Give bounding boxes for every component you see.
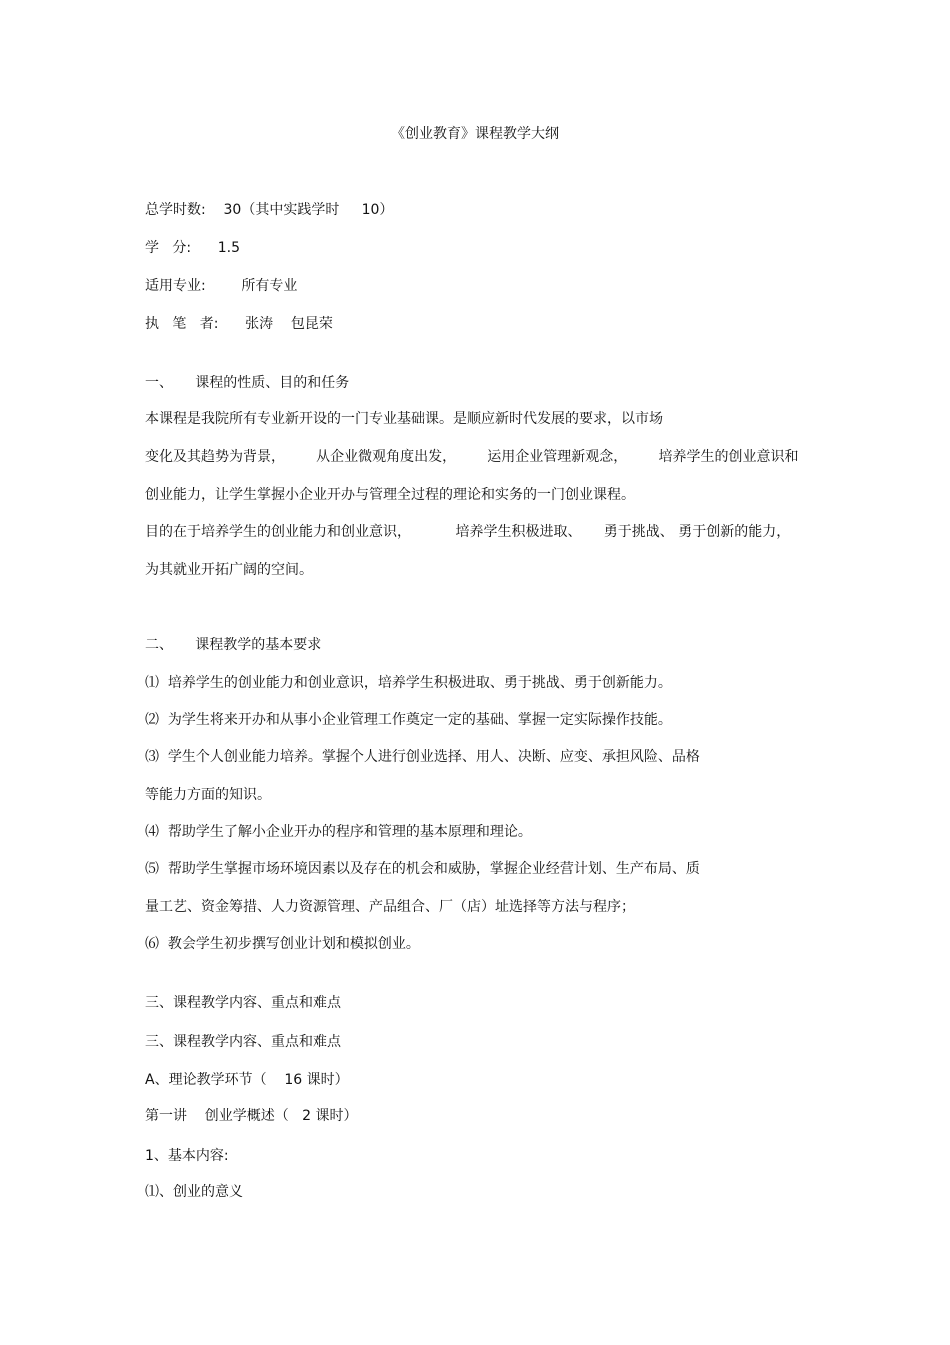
requirement-item: 等能力方面的知识。 [145, 787, 271, 803]
total-hours: 总学时数: 30（其中实践学时 10） [145, 202, 394, 218]
requirement-item: ⑸ 帮助学生掌握市场环境因素以及存在的机会和威胁，掌握企业经营计划、生产布局、质 [145, 861, 700, 877]
section-3-heading: 三、课程教学内容、重点和难点 [145, 995, 341, 1011]
requirement-item: ⑴ 培养学生的创业能力和创业意识，培养学生积极进取、勇于挑战、勇于创新能力。 [145, 675, 672, 691]
requirement-item: ⑷ 帮助学生了解小企业开办的程序和管理的基本原理和理论。 [145, 824, 532, 840]
requirement-item: 量工艺、资金筹措、人力资源管理、产品组合、厂（店）址选择等方法与程序； [145, 899, 635, 915]
basic-content-heading: 1、基本内容: [145, 1148, 229, 1164]
content-item: ⑴、创业的意义 [145, 1184, 243, 1200]
section-1-line: 变化及其趋势为背景， 从企业微观角度出发， 运用企业管理新观念， 培养学生的创业意识和 [145, 449, 799, 465]
credits: 学 分: 1.5 [145, 240, 241, 256]
section-3-heading: 三、课程教学内容、重点和难点 [145, 1034, 341, 1050]
theory-teaching-heading: A、理论教学环节（ 16 课时） [145, 1072, 349, 1088]
requirement-item: ⑹ 教会学生初步撰写创业计划和模拟创业。 [145, 936, 420, 952]
section-1-line: 创业能力，让学生掌握小企业开办与管理全过程的理论和实务的一门创业课程。 [145, 487, 635, 503]
requirement-item: ⑵ 为学生将来开办和从事小企业管理工作奠定一定的基础、掌握一定实际操作技能。 [145, 712, 672, 728]
section-1-line: 本课程是我院所有专业新开设的一门专业基础课。是顺应新时代发展的要求，以市场 [145, 411, 663, 427]
document-title: 《创业教育》课程教学大纲 [391, 126, 559, 142]
authors: 执 笔 者: 张涛 包昆荣 [145, 316, 333, 332]
applicable-major: 适用专业: 所有专业 [145, 278, 298, 294]
section-1-line: 目的在于培养学生的创业能力和创业意识， 培养学生积极进取、 勇于挑战、 勇于创新的能力， [145, 524, 791, 540]
section-2-heading: 二、 课程教学的基本要求 [145, 637, 322, 653]
section-1-heading: 一、 课程的性质、目的和任务 [145, 375, 350, 391]
requirement-item: ⑶ 学生个人创业能力培养。掌握个人进行创业选择、用人、决断、应变、承担风险、品格 [145, 749, 700, 765]
section-1-line: 为其就业开拓广阔的空间。 [145, 562, 313, 578]
lecture-1-heading: 第一讲 创业学概述（ 2 课时） [145, 1108, 358, 1124]
